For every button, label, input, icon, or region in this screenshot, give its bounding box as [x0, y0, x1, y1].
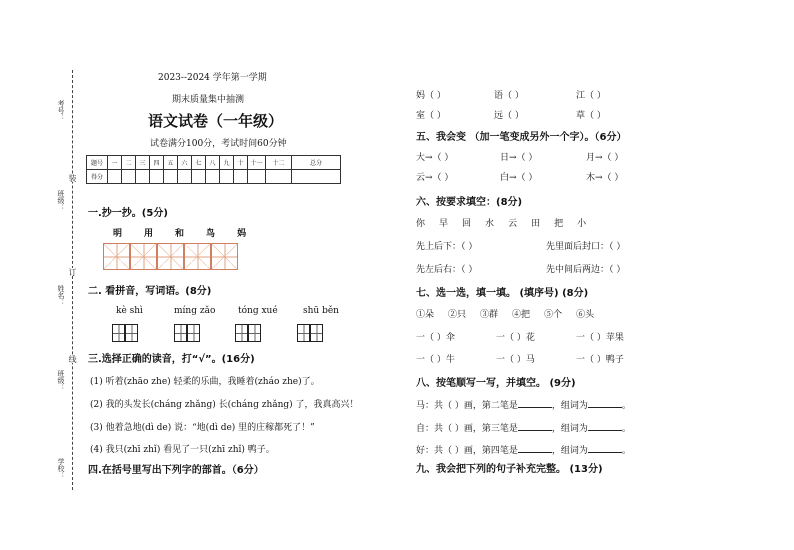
answer-boxes-2	[174, 324, 200, 342]
section-3-title: 三.选择正确的读音，打“√”。(16分)	[88, 354, 255, 365]
option: ③群	[480, 310, 499, 320]
score-header-cell: 六	[178, 156, 192, 170]
stroke-order-q: 先中间后两边：（ ）	[546, 265, 626, 275]
score-cell[interactable]	[292, 170, 341, 184]
score-cell[interactable]	[234, 170, 248, 184]
score-cell[interactable]	[164, 170, 178, 184]
name-label: 姓名：	[57, 285, 65, 306]
score-cell[interactable]	[178, 170, 192, 184]
score-header-cell: 题号	[87, 156, 108, 170]
score-cell[interactable]	[266, 170, 292, 184]
stroke-add-item: 日→（ ）	[500, 153, 538, 163]
tian-grid-cell[interactable]	[187, 324, 200, 342]
tian-grid-cell[interactable]	[235, 324, 248, 342]
mi-grid-cell[interactable]	[211, 243, 238, 270]
radical-item: 妈（ ）	[416, 91, 446, 101]
binding-mark-1: 装	[68, 174, 77, 182]
score-header-cell: 五	[164, 156, 178, 170]
school-label: 学校：	[57, 458, 65, 479]
stroke-add-item: 月→（ ）	[586, 153, 624, 163]
score-header-cell: 十二	[266, 156, 292, 170]
binding-mark-3: 线	[68, 355, 77, 363]
score-header-cell: 十	[234, 156, 248, 170]
copy-char: 明	[113, 229, 123, 239]
pinyin-2: míng zǎo	[174, 306, 216, 316]
stroke-row-3: 好：共（ ）画，第四笔是 ，组词为 。	[416, 446, 631, 456]
char-list	[416, 216, 586, 229]
mi-grid-cell[interactable]	[130, 243, 157, 270]
char: 早	[439, 219, 449, 229]
binding-mark-2: 订	[68, 268, 77, 276]
score-cell[interactable]	[108, 170, 122, 184]
pronunciation-item-4: (4) 我只(zhī zhǐ) 看见了一只(zhī zhǐ) 鸭子。	[90, 445, 275, 455]
score-header-cell: 七	[192, 156, 206, 170]
measure-item: 一（ ）苹果	[576, 333, 624, 343]
answer-boxes-3	[235, 324, 261, 342]
radical-item: 草（ ）	[576, 111, 606, 121]
answer-boxes-1	[112, 324, 138, 342]
copy-char: 鸟	[206, 229, 216, 239]
exam-info: 试卷满分100分，考试时间60分钟	[150, 139, 287, 149]
option: ⑤个	[544, 310, 563, 320]
stroke-add-item: 云→（ ）	[416, 173, 454, 183]
tian-grid-cell[interactable]	[248, 324, 261, 342]
stroke-add-item: 木→（ ）	[586, 173, 624, 183]
pinyin-1: kè shì	[116, 306, 143, 316]
option: ①朵	[416, 310, 435, 320]
radical-item: 室（ ）	[416, 111, 446, 121]
measure-item: 一（ ）马	[496, 355, 535, 365]
page-title: 语文试卷（一年级）	[148, 112, 284, 130]
char: 把	[554, 219, 564, 229]
measure-options	[416, 307, 594, 320]
examno-label: 考号：	[57, 100, 65, 121]
score-header-cell: 总分	[292, 156, 341, 170]
stroke-add-item: 大→（ ）	[416, 153, 454, 163]
exam-name: 期末质量集中抽测	[172, 95, 245, 105]
section-9-title: 九、我会把下列的句子补充完整。 (13分)	[416, 464, 603, 475]
copy-chars	[113, 226, 246, 239]
char: 水	[485, 219, 495, 229]
tian-grid-cell[interactable]	[310, 324, 323, 342]
mi-grid-cell[interactable]	[103, 243, 130, 270]
option: ④把	[512, 310, 531, 320]
measure-item: 一（ ）伞	[416, 333, 455, 343]
section-6-title: 六、按要求填空：(8分)	[416, 197, 523, 208]
copy-char: 和	[175, 229, 185, 239]
stroke-row-1: 马：共（ ）画，第二笔是 ，组词为 。	[416, 401, 631, 411]
tian-grid-cell[interactable]	[112, 324, 125, 342]
score-cell[interactable]	[122, 170, 136, 184]
pronunciation-item-2: (2) 我的头发长(cháng zhǎng) 长(cháng zhǎng) 了，我真高兴！	[90, 400, 359, 410]
score-header-cell: 九	[220, 156, 234, 170]
mi-grid-cell[interactable]	[157, 243, 184, 270]
score-table	[86, 155, 341, 184]
radical-item: 远（ ）	[494, 111, 524, 121]
writing-grid	[103, 243, 238, 270]
score-header-cell: 三	[136, 156, 150, 170]
stroke-add-item: 白→（ ）	[500, 173, 538, 183]
option: ⑥头	[576, 310, 595, 320]
grade-label: 班级：	[57, 370, 65, 391]
pronunciation-item-1: (1) 听着(zhāo zhe) 轻柔的乐曲，我睡着(zháo zhe)了。	[90, 377, 320, 387]
score-header-cell: 十一	[248, 156, 266, 170]
radical-item: 语（ ）	[494, 91, 524, 101]
tian-grid-cell[interactable]	[174, 324, 187, 342]
score-header-cell: 二	[122, 156, 136, 170]
tian-grid-cell[interactable]	[125, 324, 138, 342]
section-1-title: 一.抄一抄。(5分)	[88, 208, 168, 219]
section-8-title: 八、按笔顺写一写，并填空。 (9分)	[416, 378, 576, 389]
char: 云	[508, 219, 518, 229]
char: 小	[577, 219, 587, 229]
score-header-cell: 四	[150, 156, 164, 170]
copy-char: 妈	[237, 229, 247, 239]
copy-char: 用	[144, 229, 154, 239]
score-cell[interactable]	[248, 170, 266, 184]
char: 回	[462, 219, 472, 229]
pronunciation-item-3: (3) 他着急地(dì de) 说：“地(dì de) 里的庄稼都死了！”	[90, 423, 315, 433]
score-header-cell: 一	[108, 156, 122, 170]
option: ②只	[448, 310, 467, 320]
school-year: 2023--2024 学年第一学期	[158, 73, 267, 83]
measure-item: 一（ ）鸭子	[576, 355, 624, 365]
score-cell[interactable]	[150, 170, 164, 184]
score-label-cell: 得分	[87, 170, 108, 184]
score-cell[interactable]	[220, 170, 234, 184]
score-cell[interactable]	[136, 170, 150, 184]
answer-boxes-4	[297, 324, 323, 342]
stroke-order-q: 先左后右：（ ）	[416, 265, 478, 275]
score-cell[interactable]	[206, 170, 220, 184]
radical-item: 江（ ）	[576, 91, 606, 101]
binding-line	[72, 70, 73, 490]
section-4-title: 四.在括号里写出下列字的部首。（6分）	[88, 465, 264, 476]
class-label: 班级：	[57, 190, 65, 211]
stroke-order-q: 先上后下：（ ）	[416, 242, 478, 252]
measure-item: 一（ ）牛	[416, 355, 455, 365]
score-cell[interactable]	[192, 170, 206, 184]
mi-grid-cell[interactable]	[184, 243, 211, 270]
stroke-order-q: 先里面后封口：（ ）	[546, 242, 626, 252]
section-2-title: 二. 看拼音，写词语。(8分)	[88, 286, 212, 297]
char: 你	[416, 219, 426, 229]
tian-grid-cell[interactable]	[297, 324, 310, 342]
char: 田	[531, 219, 541, 229]
pinyin-4: shū běn	[303, 306, 339, 316]
stroke-row-2: 自：共（ ）画，第三笔是 ，组词为 。	[416, 424, 631, 434]
score-header-cell: 八	[206, 156, 220, 170]
pinyin-3: tóng xué	[238, 306, 278, 316]
section-5-title: 五、我会变 （加一笔变成另外一个字）。（6分）	[416, 132, 627, 143]
measure-item: 一（ ）花	[496, 333, 535, 343]
section-7-title: 七、选一选，填一填。 (填序号) (8分)	[416, 288, 589, 299]
